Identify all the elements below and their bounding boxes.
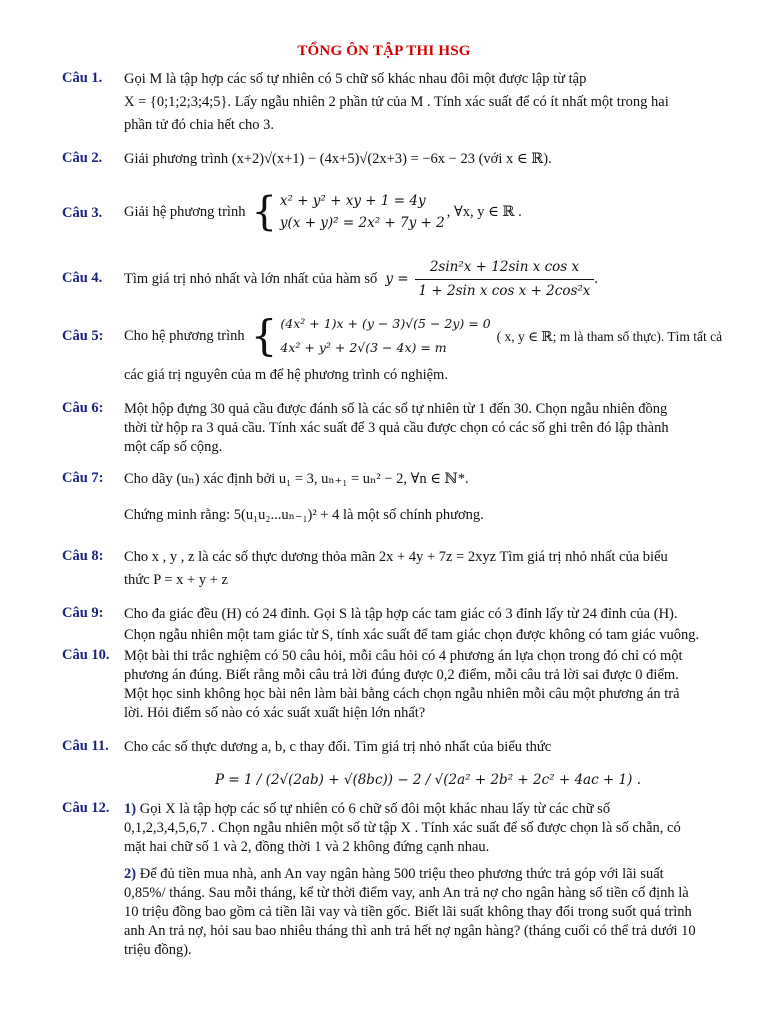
- text-line: [124, 865, 732, 884]
- text-line: ( x, y ∈ ℝ; m là tham số thực). Tìm tất cả: [496, 328, 723, 344]
- text-line: , ∀x, y ∈ ℝ .: [446, 203, 522, 220]
- question-body: [124, 312, 732, 385]
- system-brace: {: [251, 189, 277, 235]
- period: .: [594, 271, 599, 287]
- question-label: Câu 11.: [62, 738, 109, 754]
- text-line: anh An trả nợ, hỏi sau bao nhiêu tháng thì anh trả hết nợ ngân hàng? (tháng cuối có thể trả dưới 10: [124, 923, 696, 939]
- text-line: 10 triệu đồng bao gồm cả tiền lãi vay và tiền gốc. Biết lãi suất không thay đổi trong suốt quá trình: [124, 904, 692, 920]
- text-line: phương án đúng. Biết rằng mỗi câu trả lời đúng được 0,2 điểm, mỗi câu trả lời sai được 0 điểm.: [124, 667, 679, 683]
- page-title: TỔNG ÔN TẬP THI HSG: [297, 43, 471, 59]
- text-line: Gọi M là tập hợp các số tự nhiên có 5 chữ số khác nhau đôi một được lập từ tập: [124, 71, 587, 87]
- text-line: mặt hai chữ số 1 và 2, đồng thời 1 và 2 không đứng cạnh nhau.: [124, 839, 490, 855]
- text-line: Cho dãy (uₙ) xác định bởi u₁ = 3, uₙ₊₁ = uₙ² − 2, ∀n ∈ ℕ*.: [124, 471, 469, 487]
- text-line: Chọn ngẫu nhiên một tam giác từ S, tính xác suất để tam giác chọn được không có tam giác vuông.: [124, 627, 700, 643]
- question-label: Câu 5:: [62, 328, 104, 344]
- system-brace: {: [250, 311, 278, 360]
- question-label: Câu 12.: [62, 800, 110, 816]
- equation-line: y(x + y)² = 2x² + 7y + 2: [279, 215, 445, 231]
- question-body: [124, 70, 732, 135]
- question-body: [124, 738, 732, 790]
- text-line: Một hộp đựng 30 quả cầu được đánh số là các số tự nhiên từ 1 đến 30. Chọn ngẫu nhiên đồng: [124, 401, 668, 417]
- text-line: Để đủ tiền mua nhà, anh An vay ngân hàng 500 triệu theo phương thức trả góp với lãi suất: [139, 866, 664, 882]
- equation-system: [280, 190, 445, 234]
- question-label: Câu 10.: [62, 647, 110, 663]
- part-label: 2): [124, 866, 137, 882]
- question-label: Câu 1.: [62, 70, 103, 86]
- question-body: [124, 150, 732, 169]
- text-line: Một bài thi trắc nghiệm có 50 câu hỏi, mỗi câu hỏi có 4 phương án lựa chọn trong đó chỉ có một: [124, 648, 683, 664]
- question-body: [124, 400, 732, 457]
- question-label: Câu 7:: [62, 470, 104, 486]
- text-line: thức P = x + y + z: [124, 572, 228, 588]
- formula: P = 1 / (2√(2ab) + √(8bc)) − 2 / √(2a² + 2b² + 2c² + 4ac + 1) .: [214, 772, 641, 788]
- question-body: [124, 470, 732, 525]
- text-line: 0,1,2,3,4,5,6,7 . Chọn ngẫu nhiên một số từ tập X . Tính xác suất để số được chọn là số chẵn, có: [124, 820, 681, 836]
- question-body: [124, 800, 732, 960]
- question-body: [124, 548, 732, 590]
- numerator: 2sin²x + 12sin x cos x: [429, 259, 580, 275]
- text-line: Tìm giá trị nhỏ nhất và lớn nhất của hàm số: [124, 271, 378, 287]
- text-line: Cho đa giác đều (H) có 24 đỉnh. Gọi S là tập hợp các tam giác có 3 đỉnh lấy từ 24 đỉnh của (H).: [124, 606, 678, 622]
- question-label: Câu 3.: [62, 205, 103, 221]
- equation-line: (4x² + 1)x + (y − 3)√(5 − 2y) = 0: [280, 316, 491, 331]
- text-line: Giải hệ phương trình: [124, 203, 246, 220]
- question-body: [124, 190, 732, 234]
- text-line: các giá trị nguyên của m để hệ phương trình có nghiệm.: [124, 367, 448, 383]
- text-line: Giải phương trình (x+2)√(x+1) − (4x+5)√(2x+3) = −6x − 23 (với x ∈ ℝ).: [124, 151, 552, 167]
- text-line: triệu đồng).: [124, 942, 192, 958]
- question-body: [124, 605, 732, 645]
- denominator: 1 + 2sin x cos x + 2cos²x: [418, 283, 591, 299]
- text-line: một cấp số cộng.: [124, 439, 223, 455]
- question-label: Câu 8:: [62, 548, 104, 564]
- question-label: Câu 4.: [62, 270, 103, 286]
- text-line: Cho các số thực dương a, b, c thay đổi. Tìm giá trị nhỏ nhất của biểu thức: [124, 739, 552, 755]
- text-line: Một học sinh không học bài nên làm bài bằng cách chọn ngẫu nhiên mỗi câu một phương án trả: [124, 686, 680, 702]
- function-name: y =: [385, 271, 409, 287]
- text-line: lời. Hỏi điểm số nào có xác suất xuất hiện lớn nhất?: [124, 705, 426, 721]
- part-label: 1): [124, 801, 137, 817]
- fraction: [415, 258, 595, 301]
- question-body: [124, 258, 732, 301]
- question-label: Câu 2.: [62, 150, 103, 166]
- equation-line: x² + y² + xy + 1 = 4y: [279, 193, 426, 209]
- text-line: phần tử đó chia hết cho 3.: [124, 117, 274, 133]
- question-body: [124, 647, 732, 723]
- text-line: Cho hệ phương trình: [124, 327, 245, 344]
- text-line: 0,85%/ tháng. Sau mỗi tháng, kể từ thời điểm vay, anh An trả nợ cho ngân hàng số tiền cố định là: [124, 885, 689, 901]
- question-label: Câu 6:: [62, 400, 104, 416]
- text-line: Chứng minh rằng: 5(u₁u₂...uₙ₋₁)² + 4 là một số chính phương.: [124, 507, 484, 523]
- equation-system: [280, 312, 490, 360]
- text-line: Cho x , y , z là các số thực dương thỏa mãn 2x + 4y + 7z = 2xyz Tìm giá trị nhỏ nhất của biểu: [124, 549, 668, 565]
- text-line: Gọi X là tập hợp các số tự nhiên có 6 chữ số đôi một khác nhau lấy từ các chữ số: [139, 801, 611, 817]
- text-line: [124, 800, 732, 819]
- equation-line: 4x² + y² + 2√(3 − 4x) = m: [280, 340, 447, 355]
- text-line: thời từ hộp ra 3 quả cầu. Tính xác suất để 3 quả cầu được chọn có các số ghi trên đó lập thành: [124, 420, 669, 436]
- question-label: Câu 9:: [62, 605, 104, 621]
- text-line: X = {0;1;2;3;4;5}. Lấy ngẫu nhiên 2 phần tử của M . Tính xác suất để có ít nhất một trong hai: [124, 94, 669, 110]
